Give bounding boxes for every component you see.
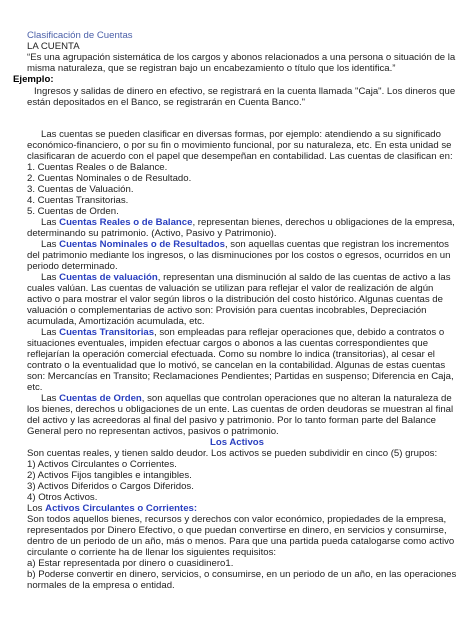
list-item: 4. Cuentas Transitorias. (27, 195, 129, 206)
section-heading: Los Activos (209, 437, 265, 448)
paragraph-line: General pero no representan activos, pasivos o patrimonio. (27, 426, 279, 437)
paragraph-line: circulante o corriente ha de llenar los siguientes requisitos: (27, 547, 277, 558)
list-item: 1. Cuentas Reales o de Balance. (27, 162, 168, 173)
lead-text: Las (41, 217, 60, 228)
paragraph-line: a) Estar representada por dinero o cuasidinero1. (27, 558, 234, 569)
paragraph-line (41, 327, 444, 338)
paragraph-line: determinando su patrimonio. (Activo, Pasivo y Patrimonio). (27, 228, 277, 239)
paragraph-line (41, 393, 452, 404)
paragraph-text: , representan bienes, derechos u obligaciones de la empresa, (192, 217, 455, 228)
term-highlight: Cuentas Reales o de Balance (59, 217, 193, 228)
paragraph-line: acumulada, Amortización acumulada, etc. (27, 316, 205, 327)
paragraph-line: activo o para mostrar el valor según libros o la distribución del costo histórico. Algunas cuentas de (27, 294, 443, 305)
paragraph-line: clasificaran de acuerdo con el papel que desempeñan en contabilidad. Las cuentas de clasifican en: (27, 151, 453, 162)
document-title: Clasificación de Cuentas (27, 30, 133, 41)
paragraph-line: b) Poderse convertir en dinero, servicios, o consumirse, en un periodo de un año, en las operaciones (27, 569, 457, 580)
paragraph-line: contrato o la eventualidad que lo motivó, se cancelan en la contabilidad. Algunas de estas cuentas (27, 360, 446, 371)
term-highlight: Cuentas de Orden (59, 393, 142, 404)
paragraph-line: Son cuentas reales, y tienen saldo deudor. Los activos se pueden subdividir en cinco (5) grupos: (27, 448, 438, 459)
list-item: 3. Cuentas de Valuación. (27, 184, 134, 195)
paragraph-line (27, 503, 197, 514)
paragraph-line: periodo determinado. (27, 261, 118, 272)
example-line: están depositados en el Banco, se registrarán en Cuenta Banco." (27, 97, 306, 108)
quote-line: “Es una agrupación sistemática de los cargos y abonos relacionados a una persona o situación de la (27, 52, 456, 63)
lead-text: Los (27, 503, 46, 514)
list-item: 5. Cuentas de Orden. (27, 206, 119, 217)
term-highlight: Activos Circulantes o Corrientes: (45, 503, 198, 514)
quote-line: misma naturaleza, que se registran bajo un encabezamiento o título que los identifica.” (27, 63, 396, 74)
paragraph-line (41, 272, 451, 283)
paragraph-line: del activo y las acreedoras al final del pasivo y patrimonio. Por lo tanto forman parte del Balance (27, 415, 437, 426)
paragraph-text: , son empleadas para reflejar operaciones que, debido a contratos o (154, 327, 445, 338)
paragraph-line: económico-financiero, o por su fin o movimiento funcional, por su naturaleza, etc. En esta unidad se (27, 140, 452, 151)
list-item: 3) Activos Diferidos o Cargos Diferidos. (27, 481, 194, 492)
paragraph-line (41, 217, 455, 228)
list-item: 2. Cuentas Nominales o de Resultado. (27, 173, 192, 184)
paragraph-line: normales de la empresa o entidad. (27, 580, 175, 591)
paragraph-text: , son aquellas que controlan operaciones que no alteran la naturaleza de (141, 393, 452, 404)
lead-text: Las (41, 393, 60, 404)
term-highlight: Cuentas Transitorias (59, 327, 155, 338)
lead-text: Las (41, 239, 60, 250)
paragraph-text: , representan una disminución al saldo de las cuentas de activo a las (157, 272, 451, 283)
paragraph-line: dentro de un periodo de un año, más o menos. Para que una partida pueda catalogarse como activo (27, 536, 455, 547)
paragraph-line: situaciones eventuales, impiden efectuar cargos o abonos a las cuentas correspondientes que (27, 338, 429, 349)
example-label: Ejemplo: (13, 74, 54, 85)
paragraph-line: representados por Dinero Efectivo, o que puedan convertirse en dinero, en servicios y consumirse, (27, 525, 447, 536)
term-highlight: Cuentas de valuación (59, 272, 158, 283)
lead-text: Las (41, 327, 60, 338)
paragraph-line: etc. (27, 382, 43, 393)
paragraph-line (41, 239, 449, 250)
list-item: 4) Otros Activos. (27, 492, 98, 503)
paragraph-text: , son aquellas cuentas que registran los incrementos (224, 239, 449, 250)
paragraph-line: Las cuentas se pueden clasificar en diversas formas, por ejemplo: atendiendo a su significado (41, 129, 441, 140)
paragraph-line: los bienes, derechos u obligaciones de un ente. Las cuentas de orden deudoras se muestran al final (27, 404, 454, 415)
paragraph-line: del patrimonio mediante los ingresos, o las disminuciones por los costos o egresos, ocurridos en un (27, 250, 451, 261)
list-item: 1) Activos Circulantes o Corrientes. (27, 459, 177, 470)
lead-text: Las (41, 272, 60, 283)
example-line: Ingresos y salidas de dinero en efectivo, se registrará en la cuenta llamada "Caja". Los dineros que (34, 86, 456, 97)
section-subtitle: LA CUENTA (27, 41, 80, 52)
paragraph-line: cuales valúan. Las cuentas de valuación se utilizan para reflejar el valor de realización de algún (27, 283, 434, 294)
paragraph-line: son: Mercancías en Transito; Reclamaciones Pendientes; Partidas en suspenso; Diferencia en Caja, (27, 371, 454, 382)
paragraph-line: valuación o complementarias de activo son: Provisión para cuentas incobrables, Depreciación (27, 305, 427, 316)
list-item: 2) Activos Fijos tangibles e intangibles. (27, 470, 192, 481)
paragraph-line: reflejarían la operación comercial efectuada. Como su nombre lo indica (transitorias), al cesar el (27, 349, 435, 360)
term-highlight: Cuentas Nominales o de Resultados (59, 239, 225, 250)
paragraph-line: Son todos aquellos bienes, recursos y derechos con valor económico, propiedades de la empresa, (27, 514, 447, 525)
